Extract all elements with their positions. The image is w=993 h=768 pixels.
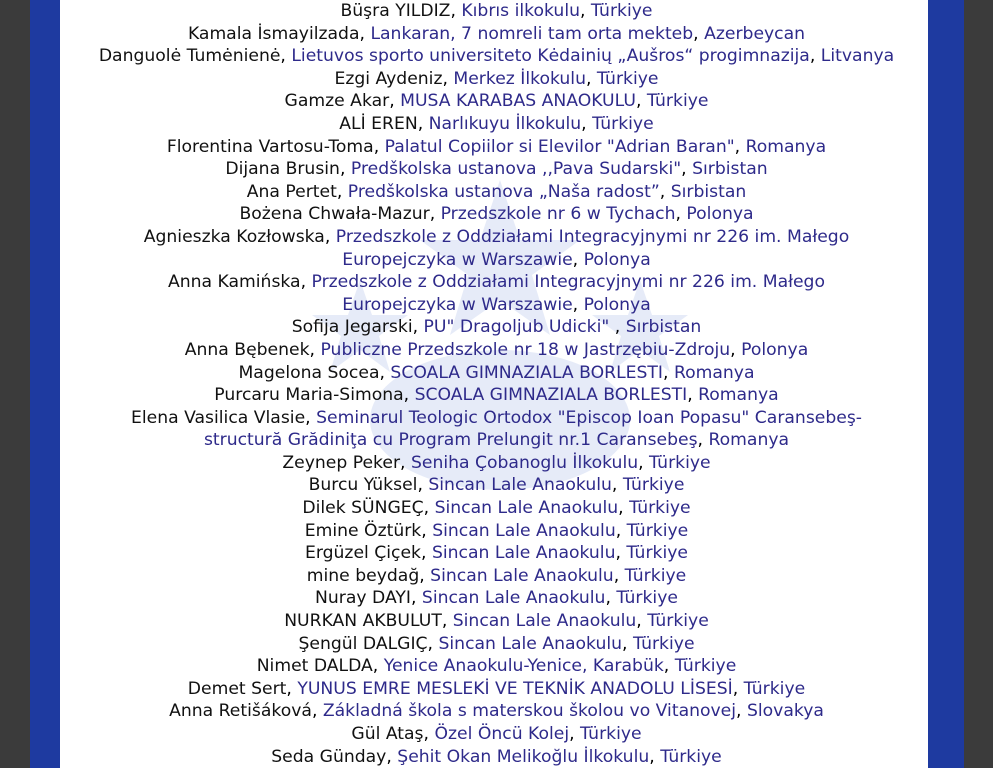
participant-name: Anna Bębenek [184, 339, 310, 360]
participant-name: Ezgi Aydeniz [334, 68, 443, 89]
participant-name: Kamala İsmayilzada [187, 23, 360, 44]
participant-school: Seniha Çobanoglu İlkokulu [410, 452, 639, 473]
participant-entry: Agnieszka Kozłowska, Przedszkole z Oddziałami Integracyjnymi nr 226 im. Małego Europejczyka w Warszawie, Polonya [143, 226, 850, 270]
participant-entry: Anna Bębenek, Publiczne Przedszkole nr 18 w Jastrzębiu-Zdroju, Polonya [184, 339, 809, 360]
participant-school: Przedszkole z Oddziałami Integracyjnymi nr 226 im. Małego Europejczyka w Warszawie [311, 272, 825, 315]
participant-entry: Dilek SÜNGEÇ, Sincan Lale Anaokulu, Türkiye [302, 498, 691, 519]
participant-name: Purcaru Maria-Simona [214, 385, 404, 406]
participant-name: Demet Sert [187, 678, 287, 699]
participant-school: Palatul Copiilor si Elevilor "Adrian Baran" [384, 136, 735, 157]
participant-country: Polonya [583, 294, 651, 315]
participant-name: Danguolė Tumėnienė [98, 46, 281, 67]
participant-name: Anna Retišáková [169, 701, 312, 722]
participant-country: Türkiye [660, 746, 722, 767]
participant-country: Türkiye [629, 498, 691, 519]
participant-name: Gül Ataş [351, 724, 424, 744]
participant-country: Sırbistan [692, 159, 768, 180]
participant-entry: Burcu Yüksel, Sincan Lale Anaokulu, Türkiye [308, 475, 685, 496]
participant-entry: Purcaru Maria-Simona, SCOALA GIMNAZIALA BORLESTI, Romanya [214, 385, 779, 406]
participant-country: Türkiye [674, 656, 737, 677]
participant-name: Nimet DALDA [256, 656, 373, 677]
participant-country: Türkiye [647, 611, 709, 632]
participant-country: Romanya [698, 385, 779, 406]
participant-entry: ALİ EREN, Narlıkuyu İlkokulu, Türkiye [339, 113, 654, 134]
participant-entry: Bożena Chwała-Mazur, Przedszkole nr 6 w Tychach, Polonya [239, 204, 754, 225]
participant-school: MUSA KARABAS ANAOKULU [400, 91, 636, 112]
participant-name: Agnieszka Kozłowska [143, 226, 325, 247]
participant-name: Dilek SÜNGEÇ [302, 498, 424, 519]
participant-country: Polonya [741, 339, 809, 360]
participant-school: Özel Öncü Kolej [434, 724, 570, 744]
participant-entry: Nuray DAYI, Sincan Lale Anaokulu, Türkiye [315, 588, 678, 609]
participant-school: Sincan Lale Anaokulu [421, 588, 606, 609]
participant-country: Romanya [708, 430, 790, 451]
participant-name: Gamze Akar [284, 91, 390, 112]
participant-country: Sırbistan [670, 181, 747, 202]
participant-school: Seminarul Teologic Ortodox "Episcop Ioan Popasu" Caransebeş-structură Grădiniţa cu Program Prelungit nr.1 Caransebeş [203, 407, 862, 451]
participant-entry: Şengül DALGIÇ, Sincan Lale Anaokulu, Türkiye [298, 633, 695, 654]
participant-school: Sincan Lale Anaokulu [431, 543, 616, 564]
participant-entry: Emine Öztürk, Sincan Lale Anaokulu, Türkiye [304, 520, 689, 541]
participant-entry: NURKAN AKBULUT, Sincan Lale Anaokulu, Türkiye [284, 611, 709, 632]
participant-country: Polonya [686, 204, 754, 225]
participant-entry: Anna Retišáková, Základná škola s materskou školou vo Vitanovej, Slovakya [169, 701, 824, 722]
participant-entry: Elena Vasilica Vlasie, Seminarul Teologic Ortodox "Episcop Ioan Popasu" Caransebeş-structură Grădiniţa cu Program Prelungit nr.1 Caransebeş, Romanya [131, 407, 862, 451]
participant-name: Emine Öztürk [304, 520, 422, 541]
participant-entry: Gamze Akar, MUSA KARABAS ANAOKULU, Türkiye [284, 91, 709, 112]
participant-entry: Florentina Vartosu-Toma, Palatul Copiilor si Elevilor "Adrian Baran", Romanya [166, 136, 827, 157]
participant-school: Narlıkuyu İlkokulu [428, 113, 582, 134]
participant-entry: Büşra YILDIZ, Kıbrıs ilkokulu, Türkiye [340, 1, 653, 21]
participant-entry: Kamala İsmayilzada, Lankaran, 7 nomreli tam orta mekteb, Azerbeycan [187, 23, 806, 44]
participant-school: Predškolska ustanova ,,Pava Sudarski" [350, 159, 682, 180]
participant-entry: Magelona Socea, SCOALA GIMNAZIALA BORLESTI, Romanya [238, 362, 755, 383]
participant-name: Ana Pertet [246, 181, 337, 202]
participant-school: Lankaran, 7 nomreli tam orta mekteb [370, 23, 694, 44]
participant-school: Przedszkole nr 6 w Tychach [440, 204, 676, 225]
participant-name: Anna Kamińska [168, 272, 301, 293]
participant-school: Przedszkole z Oddziałami Integracyjnymi nr 226 im. Małego Europejczyka w Warszawie [335, 226, 850, 270]
participant-school: Yenice Anaokulu-Yenice, Karabük [383, 656, 664, 677]
participant-school: Sincan Lale Anaokulu [432, 520, 616, 541]
participant-country: Türkiye [622, 475, 685, 496]
participant-name: Bożena Chwała-Mazur [239, 204, 430, 225]
participant-country: Polonya [583, 249, 651, 270]
participant-school: Základná škola s materskou školou vo Vitanovej [322, 701, 737, 722]
participant-entry: Sofija Jegarski, PU" Dragoljub Udicki" , Sırbistan [291, 317, 702, 338]
participant-entry: mine beydağ, Sincan Lale Anaokulu, Türkiye [306, 565, 687, 586]
participant-school: Şehit Okan Melikoğlu İlkokulu [397, 746, 650, 767]
participant-school: PU" Dragoljub Udicki" [423, 317, 615, 338]
participant-country: Türkiye [626, 520, 689, 541]
participant-school: SCOALA GIMNAZIALA BORLESTI [390, 362, 664, 383]
participant-name: ALİ EREN [339, 113, 418, 134]
participant-name: Nuray DAYI [315, 588, 411, 609]
participant-country: Slovakya [746, 701, 824, 722]
participant-name: Florentina Vartosu-Toma [166, 136, 374, 157]
participant-school: Predškolska ustanova „Naša radost” [347, 181, 660, 202]
participant-name: Seda Günday [271, 746, 387, 767]
participant-school: Lietuvos sporto universiteto Kėdainių „Aušros“ progimnazija [291, 46, 810, 67]
participant-country: Türkiye [592, 113, 654, 134]
participant-country: Türkiye [616, 588, 678, 609]
participant-country: Türkiye [743, 678, 806, 699]
participant-entry: Dijana Brusin, Predškolska ustanova ,,Pava Sudarski", Sırbistan [225, 159, 768, 180]
participant-school: Sincan Lale Anaokulu [428, 475, 612, 496]
participant-country: Türkiye [646, 91, 709, 112]
participant-country: Türkiye [624, 565, 687, 586]
participant-entry: Ezgi Aydeniz, Merkez İlkokulu, Türkiye [334, 68, 659, 89]
participant-country: Türkiye [626, 543, 688, 564]
participant-school: Merkez İlkokulu [453, 68, 586, 89]
participant-entry: Nimet DALDA, Yenice Anaokulu-Yenice, Karabük, Türkiye [256, 656, 737, 677]
participant-school: Sincan Lale Anaokulu [452, 611, 637, 632]
participant-country: Azerbeycan [704, 23, 806, 44]
participant-country: Sırbistan [625, 317, 702, 338]
participant-name: mine beydağ [306, 565, 420, 586]
participant-country: Türkiye [590, 1, 653, 21]
participant-entry: Demet Sert, YUNUS EMRE MESLEKİ VE TEKNİK ANADOLU LİSESİ, Türkiye [187, 678, 806, 699]
participant-name: Şengül DALGIÇ [298, 633, 428, 654]
participant-entry: Zeynep Peker, Seniha Çobanoglu İlkokulu, Türkiye [282, 452, 711, 473]
participant-country: Romanya [673, 362, 755, 383]
participant-name: Magelona Socea [238, 362, 380, 383]
participant-school: SCOALA GIMNAZIALA BORLESTI [414, 385, 688, 406]
participant-school: Sincan Lale Anaokulu [434, 498, 619, 519]
participant-school: Sincan Lale Anaokulu [430, 565, 614, 586]
participant-list [60, 0, 928, 768]
participant-entry: Danguolė Tumėnienė, Lietuvos sporto universiteto Kėdainių „Aušros“ progimnazija, Litvanya [98, 46, 895, 67]
participant-school: YUNUS EMRE MESLEKİ VE TEKNİK ANADOLU LİSESİ [297, 678, 733, 699]
participant-country: Türkiye [596, 68, 659, 89]
participant-entry: Ergüzel Çiçek, Sincan Lale Anaokulu, Türkiye [305, 543, 688, 564]
participant-name: NURKAN AKBULUT [284, 611, 442, 632]
document-page [60, 0, 928, 768]
participant-name: Büşra YILDIZ [340, 1, 451, 21]
participant-country: Romanya [745, 136, 827, 157]
participant-entry: Gül Ataş, Özel Öncü Kolej, Türkiye [351, 724, 642, 744]
participant-school: Publiczne Przedszkole nr 18 w Jastrzębiu-Zdroju [320, 339, 731, 360]
participant-name: Zeynep Peker [282, 452, 401, 473]
participant-name: Dijana Brusin [225, 159, 340, 180]
participant-country: Türkiye [632, 633, 695, 654]
participant-entry: Ana Pertet, Predškolska ustanova „Naša radost”, Sırbistan [246, 181, 747, 202]
participant-school: Sincan Lale Anaokulu [438, 633, 623, 654]
participant-name: Sofija Jegarski [291, 317, 413, 338]
participant-name: Elena Vasilica Vlasie [131, 407, 306, 428]
participant-name: Burcu Yüksel [308, 475, 418, 496]
participant-country: Litvanya [820, 46, 895, 67]
participant-name: Ergüzel Çiçek [305, 543, 422, 564]
participant-entry: Anna Kamińska, Przedszkole z Oddziałami Integracyjnymi nr 226 im. Małego Europejczyka w Warszawie, Polonya [168, 272, 825, 315]
participant-entry: Seda Günday, Şehit Okan Melikoğlu İlkokulu, Türkiye [271, 746, 722, 767]
participant-school: Kıbrıs ilkokulu [461, 1, 580, 21]
participant-country: Türkiye [649, 452, 711, 473]
participant-country: Türkiye [580, 724, 642, 744]
